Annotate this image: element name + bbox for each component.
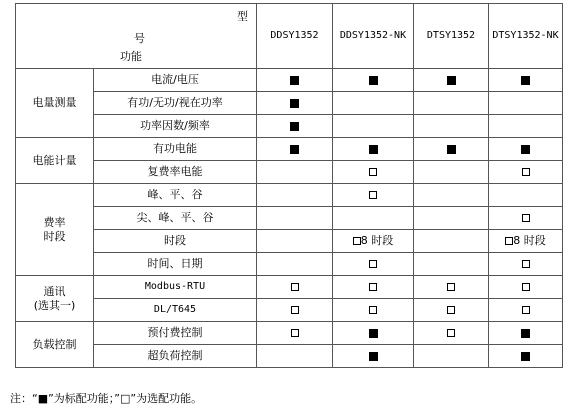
mark-cell	[414, 69, 489, 92]
mark-cell	[414, 161, 489, 184]
optional-mark-icon	[291, 329, 299, 337]
standard-mark-icon	[521, 145, 530, 154]
optional-mark-icon	[369, 283, 377, 291]
table-row	[16, 230, 563, 253]
mark-cell	[333, 161, 414, 184]
header-row	[16, 4, 563, 69]
mark-cell	[489, 92, 563, 115]
table-row	[16, 207, 563, 230]
mark-cell	[414, 230, 489, 253]
mark-cell	[489, 161, 563, 184]
optional-mark-icon	[369, 306, 377, 314]
mark-cell	[333, 69, 414, 92]
table-row	[16, 138, 563, 161]
standard-mark-icon	[369, 329, 378, 338]
model-header: DDSY1352	[257, 4, 333, 69]
corner-label-bottom: 功能	[120, 50, 142, 63]
mark-cell	[489, 299, 563, 322]
optional-mark-icon	[522, 214, 530, 222]
mark-cell	[257, 207, 333, 230]
mark-cell	[333, 207, 414, 230]
optional-mark-icon	[447, 283, 455, 291]
table-row	[16, 115, 563, 138]
mark-cell	[333, 345, 414, 368]
mark-cell	[489, 184, 563, 207]
mark-cell	[257, 230, 333, 253]
feature-cell: 尖、峰、平、谷	[94, 207, 257, 230]
table-row	[16, 276, 563, 299]
table-row	[16, 69, 563, 92]
optional-mark-icon	[522, 306, 530, 314]
mark-cell	[414, 207, 489, 230]
standard-mark-icon	[447, 76, 456, 85]
mark-cell	[257, 138, 333, 161]
category-cell: 通讯 (选其一)	[16, 276, 94, 322]
standard-mark-icon	[447, 145, 456, 154]
mark-cell	[414, 276, 489, 299]
spec-table-body	[16, 4, 563, 368]
spec-table	[15, 3, 563, 368]
mark-cell	[489, 345, 563, 368]
mark-cell	[489, 253, 563, 276]
standard-mark-icon	[290, 122, 299, 131]
mark-cell	[333, 253, 414, 276]
mark-cell	[414, 138, 489, 161]
corner-label-mid: 号	[134, 32, 145, 45]
standard-mark-icon	[290, 145, 299, 154]
mark-cell	[489, 230, 563, 253]
optional-mark-icon	[369, 191, 377, 199]
mark-label: 8 时段	[360, 234, 394, 247]
mark-cell	[489, 115, 563, 138]
feature-cell: 超负荷控制	[94, 345, 257, 368]
standard-mark-icon	[521, 352, 530, 361]
mark-cell	[257, 161, 333, 184]
mark-cell	[257, 322, 333, 345]
standard-mark-icon	[369, 352, 378, 361]
feature-cell: 峰、平、谷	[94, 184, 257, 207]
category-cell: 电量测量	[16, 69, 94, 138]
header-corner	[16, 4, 257, 69]
mark-cell	[489, 276, 563, 299]
mark-cell	[333, 276, 414, 299]
category-cell: 费率 时段	[16, 184, 94, 276]
mark-cell	[414, 345, 489, 368]
table-row	[16, 299, 563, 322]
corner-label-top: 型	[237, 10, 248, 23]
feature-cell: Modbus-RTU	[94, 276, 257, 299]
mark-cell	[257, 345, 333, 368]
mark-cell	[489, 69, 563, 92]
mark-cell	[257, 115, 333, 138]
feature-cell: 时间、日期	[94, 253, 257, 276]
mark-cell	[257, 276, 333, 299]
standard-mark-icon	[369, 145, 378, 154]
standard-mark-icon	[290, 76, 299, 85]
mark-cell	[414, 92, 489, 115]
feature-cell: 有功电能	[94, 138, 257, 161]
mark-cell	[333, 184, 414, 207]
mark-cell	[257, 253, 333, 276]
feature-cell: 时段	[94, 230, 257, 253]
footnote: 注：“■”为标配功能；”□”为选配功能。	[10, 392, 203, 405]
category-cell: 负载控制	[16, 322, 94, 368]
optional-mark-icon	[522, 283, 530, 291]
mark-cell	[333, 299, 414, 322]
optional-mark-icon	[353, 237, 361, 245]
table-row	[16, 184, 563, 207]
mark-cell	[257, 299, 333, 322]
table-row	[16, 322, 563, 345]
table-row	[16, 92, 563, 115]
mark-cell	[414, 322, 489, 345]
table-row	[16, 161, 563, 184]
mark-cell	[257, 92, 333, 115]
mark-cell	[414, 184, 489, 207]
optional-mark-icon	[447, 329, 455, 337]
table-row	[16, 253, 563, 276]
model-header: DTSY1352	[414, 4, 489, 69]
standard-mark-icon	[369, 76, 378, 85]
mark-cell	[333, 230, 414, 253]
mark-cell	[333, 138, 414, 161]
optional-mark-icon	[522, 168, 530, 176]
optional-mark-icon	[369, 260, 377, 268]
mark-cell	[414, 115, 489, 138]
mark-cell	[489, 138, 563, 161]
standard-mark-icon	[521, 76, 530, 85]
feature-cell: 复费率电能	[94, 161, 257, 184]
mark-cell	[414, 299, 489, 322]
mark-cell	[489, 207, 563, 230]
standard-mark-icon	[521, 329, 530, 338]
mark-cell	[414, 253, 489, 276]
optional-mark-icon	[447, 306, 455, 314]
feature-cell: 功率因数/频率	[94, 115, 257, 138]
optional-mark-icon	[369, 168, 377, 176]
mark-cell	[257, 184, 333, 207]
model-header: DDSY1352-NK	[333, 4, 414, 69]
model-header: DTSY1352-NK	[489, 4, 563, 69]
category-cell: 电能计量	[16, 138, 94, 184]
feature-cell: 有功/无功/视在功率	[94, 92, 257, 115]
table-row	[16, 345, 563, 368]
standard-mark-icon	[290, 99, 299, 108]
mark-cell	[333, 115, 414, 138]
optional-mark-icon	[291, 306, 299, 314]
mark-cell	[333, 92, 414, 115]
feature-cell: 电流/电压	[94, 69, 257, 92]
mark-cell	[257, 69, 333, 92]
optional-mark-icon	[291, 283, 299, 291]
mark-label: 8 时段	[513, 234, 546, 247]
mark-cell	[489, 322, 563, 345]
feature-cell: DL/T645	[94, 299, 257, 322]
mark-cell	[333, 322, 414, 345]
feature-cell: 预付费控制	[94, 322, 257, 345]
optional-mark-icon	[522, 260, 530, 268]
